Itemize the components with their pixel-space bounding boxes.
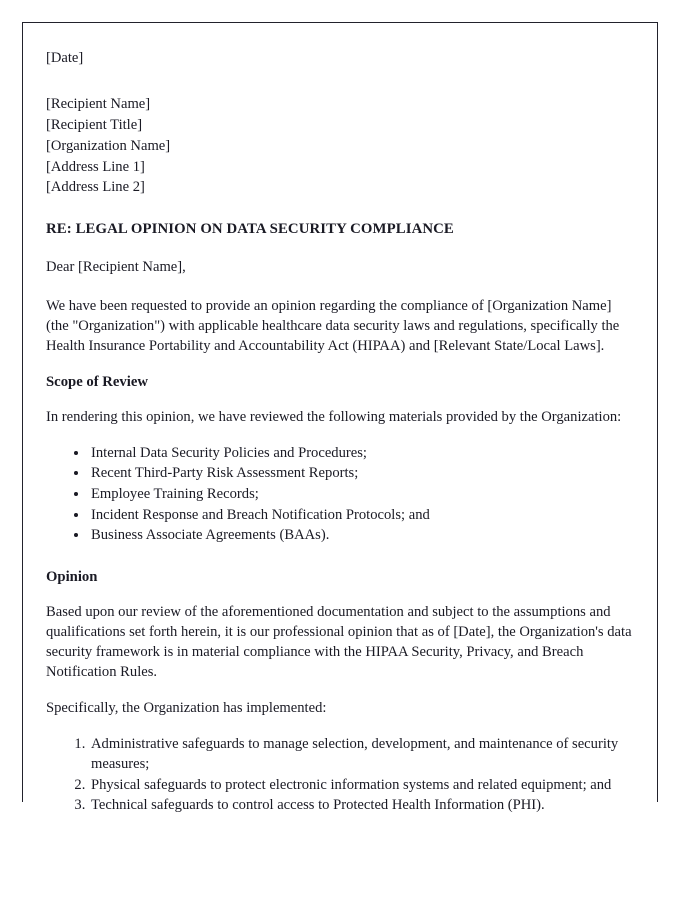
list-item: • Recent Third-Party Risk Assessment Reports; (89, 464, 634, 484)
document-page (22, 22, 658, 814)
opinion-paragraph-1: Based upon our review of the aforementioned documentation and subject to the assumptions and qualifications set forth herein, it is our professional opinion that as of [Date], the Organization's data security framework is in material compliance with the HIPAA Security, Privacy, and Breach Notification Rules. (46, 604, 632, 681)
recipient-organization-line: [Organization Name] (46, 137, 171, 154)
recipient-title-line: [Recipient Title] (46, 117, 143, 134)
list-item: 1. Administrative safeguards to manage selection, development, and maintenance of security measures; (89, 735, 634, 774)
opinion-paragraph-2: Specifically, the Organization has implemented: (46, 700, 327, 717)
opinion-heading: Opinion (46, 569, 98, 586)
recipient-address-line-1: [Address Line 1] (46, 158, 145, 175)
list-item: • Business Associate Agreements (BAAs). (89, 526, 634, 546)
recipient-address-line-2: [Address Line 2] (46, 179, 145, 196)
recipient-address-block (46, 94, 634, 198)
recipient-name-line: [Recipient Name] (46, 96, 151, 113)
subject-line: RE: LEGAL OPINION ON DATA SECURITY COMPLIANCE (46, 221, 454, 237)
list-item: 3. Technical safeguards to control access to Protected Health Information (PHI). (89, 796, 634, 816)
list-item: • Internal Data Security Policies and Procedures; (89, 444, 634, 464)
list-item: • Employee Training Records; (89, 485, 634, 505)
document-body (23, 23, 657, 816)
safeguards-list (46, 735, 634, 816)
intro-paragraph: We have been requested to provide an opinion regarding the compliance of [Organization Name] (the "Organization") with applicable healthcare data security laws and regulations, specifically the Health Insurance Portability and Accountability Act (HIPAA) and [Relevant State/Local Laws]. (46, 297, 620, 354)
salutation: Dear [Recipient Name], (46, 259, 186, 276)
reviewed-materials-list (46, 444, 634, 546)
list-item: • Incident Response and Breach Notification Protocols; and (89, 506, 634, 526)
scope-of-review-heading: Scope of Review (46, 373, 148, 390)
scope-lead-in-paragraph: In rendering this opinion, we have reviewed the following materials provided by the Organization: (46, 408, 622, 425)
letter-date: [Date] (46, 50, 84, 66)
list-item: 2. Physical safeguards to protect electronic information systems and related equipment; and (89, 776, 634, 796)
